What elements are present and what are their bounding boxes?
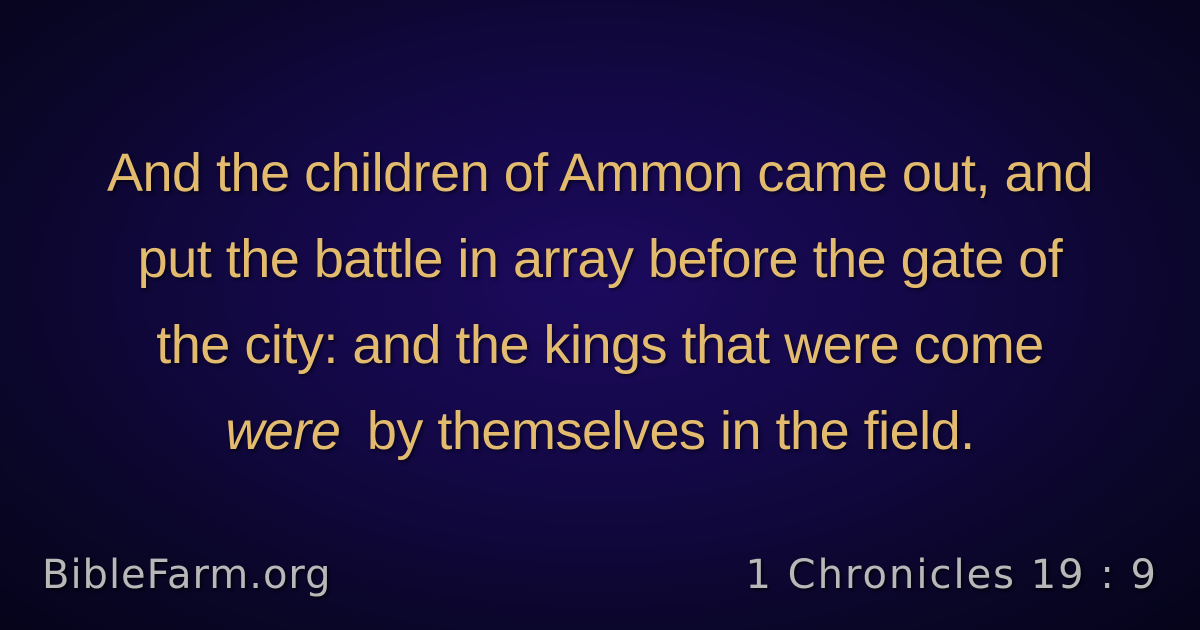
verse-line-4-rest: by themselves in the field. — [352, 401, 975, 461]
verse-line-1: And the children of Ammon came out, and — [106, 143, 1094, 203]
verse-line-2: put the battle in array before the gate of — [137, 229, 1063, 289]
site-name: BibleFarm.org — [42, 552, 332, 598]
verse-line-4 — [40, 388, 1160, 474]
verse-text — [40, 130, 1160, 474]
verse-italic-word: were — [225, 401, 341, 461]
verse-line-3: the city: and the kings that were come — [156, 315, 1044, 375]
verse-reference: 1 Chronicles 19 : 9 — [745, 552, 1158, 598]
